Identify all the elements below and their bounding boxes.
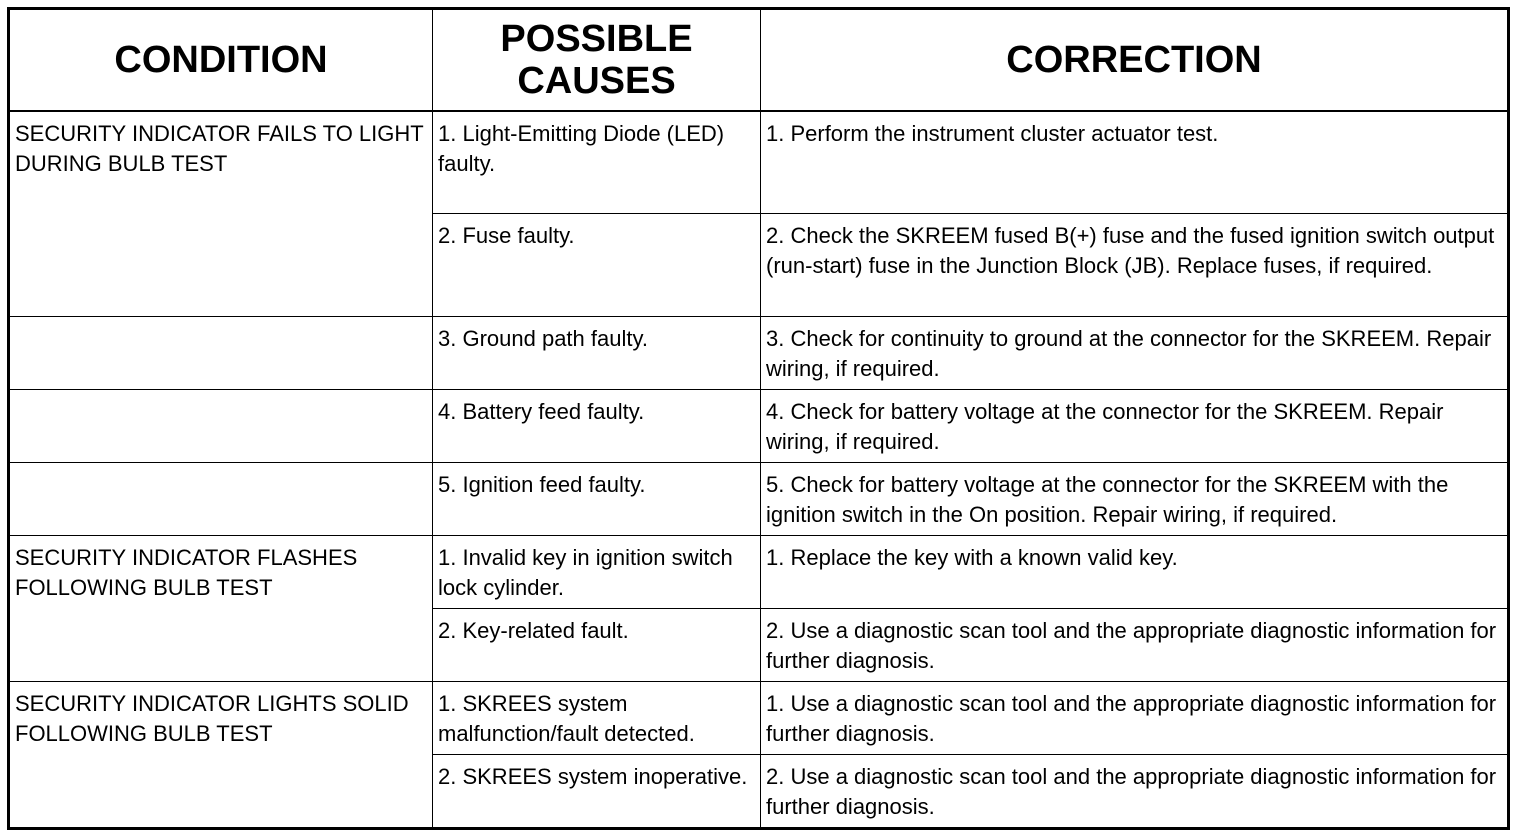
cause-cell: 4. Battery feed faulty. xyxy=(433,390,761,463)
header-row xyxy=(9,9,1509,112)
cause-cell: 2. SKREES system inoperative. xyxy=(433,755,761,829)
condition-cell xyxy=(9,390,433,463)
cause-cell: 2. Fuse faulty. xyxy=(433,214,761,317)
cause-cell: 2. Key-related fault. xyxy=(433,609,761,682)
table-row xyxy=(9,390,1509,463)
cause-cell: 5. Ignition feed faulty. xyxy=(433,463,761,536)
table-row xyxy=(9,536,1509,609)
cause-cell: 3. Ground path faulty. xyxy=(433,317,761,390)
correction-cell: 1. Use a diagnostic scan tool and the appropriate diagnostic information for further diagnosis. xyxy=(761,682,1509,755)
correction-cell: 1. Replace the key with a known valid key. xyxy=(761,536,1509,609)
condition-cell: SECURITY INDICATOR FAILS TO LIGHT DURING BULB TEST xyxy=(9,111,433,317)
header-possible-causes: POSSIBLE CAUSES xyxy=(433,9,761,112)
header-correction: CORRECTION xyxy=(761,9,1509,112)
cause-cell: 1. SKREES system malfunction/fault detected. xyxy=(433,682,761,755)
correction-cell: 2. Use a diagnostic scan tool and the appropriate diagnostic information for further diagnosis. xyxy=(761,755,1509,829)
correction-cell: 3. Check for continuity to ground at the connector for the SKREEM. Repair wiring, if required. xyxy=(761,317,1509,390)
condition-cell xyxy=(9,463,433,536)
table-row xyxy=(9,463,1509,536)
header-condition: CONDITION xyxy=(9,9,433,112)
diagnosis-table xyxy=(7,7,1510,830)
condition-cell: SECURITY INDICATOR FLASHES FOLLOWING BULB TEST xyxy=(9,536,433,682)
correction-cell: 2. Check the SKREEM fused B(+) fuse and the fused ignition switch output (run-start) fuse in the Junction Block (JB). Replace fuses, if required. xyxy=(761,214,1509,317)
correction-cell: 2. Use a diagnostic scan tool and the appropriate diagnostic information for further diagnosis. xyxy=(761,609,1509,682)
correction-cell: 4. Check for battery voltage at the connector for the SKREEM. Repair wiring, if required. xyxy=(761,390,1509,463)
condition-cell xyxy=(9,317,433,390)
diagnosis-table-container xyxy=(7,7,1507,819)
cause-cell: 1. Invalid key in ignition switch lock cylinder. xyxy=(433,536,761,609)
condition-cell: SECURITY INDICATOR LIGHTS SOLID FOLLOWING BULB TEST xyxy=(9,682,433,829)
correction-cell: 5. Check for battery voltage at the connector for the SKREEM with the ignition switch in the On position. Repair wiring, if required. xyxy=(761,463,1509,536)
cause-cell: 1. Light-Emitting Diode (LED) faulty. xyxy=(433,111,761,214)
correction-cell: 1. Perform the instrument cluster actuator test. xyxy=(761,111,1509,214)
table-row xyxy=(9,111,1509,214)
table-row xyxy=(9,317,1509,390)
table-row xyxy=(9,682,1509,755)
